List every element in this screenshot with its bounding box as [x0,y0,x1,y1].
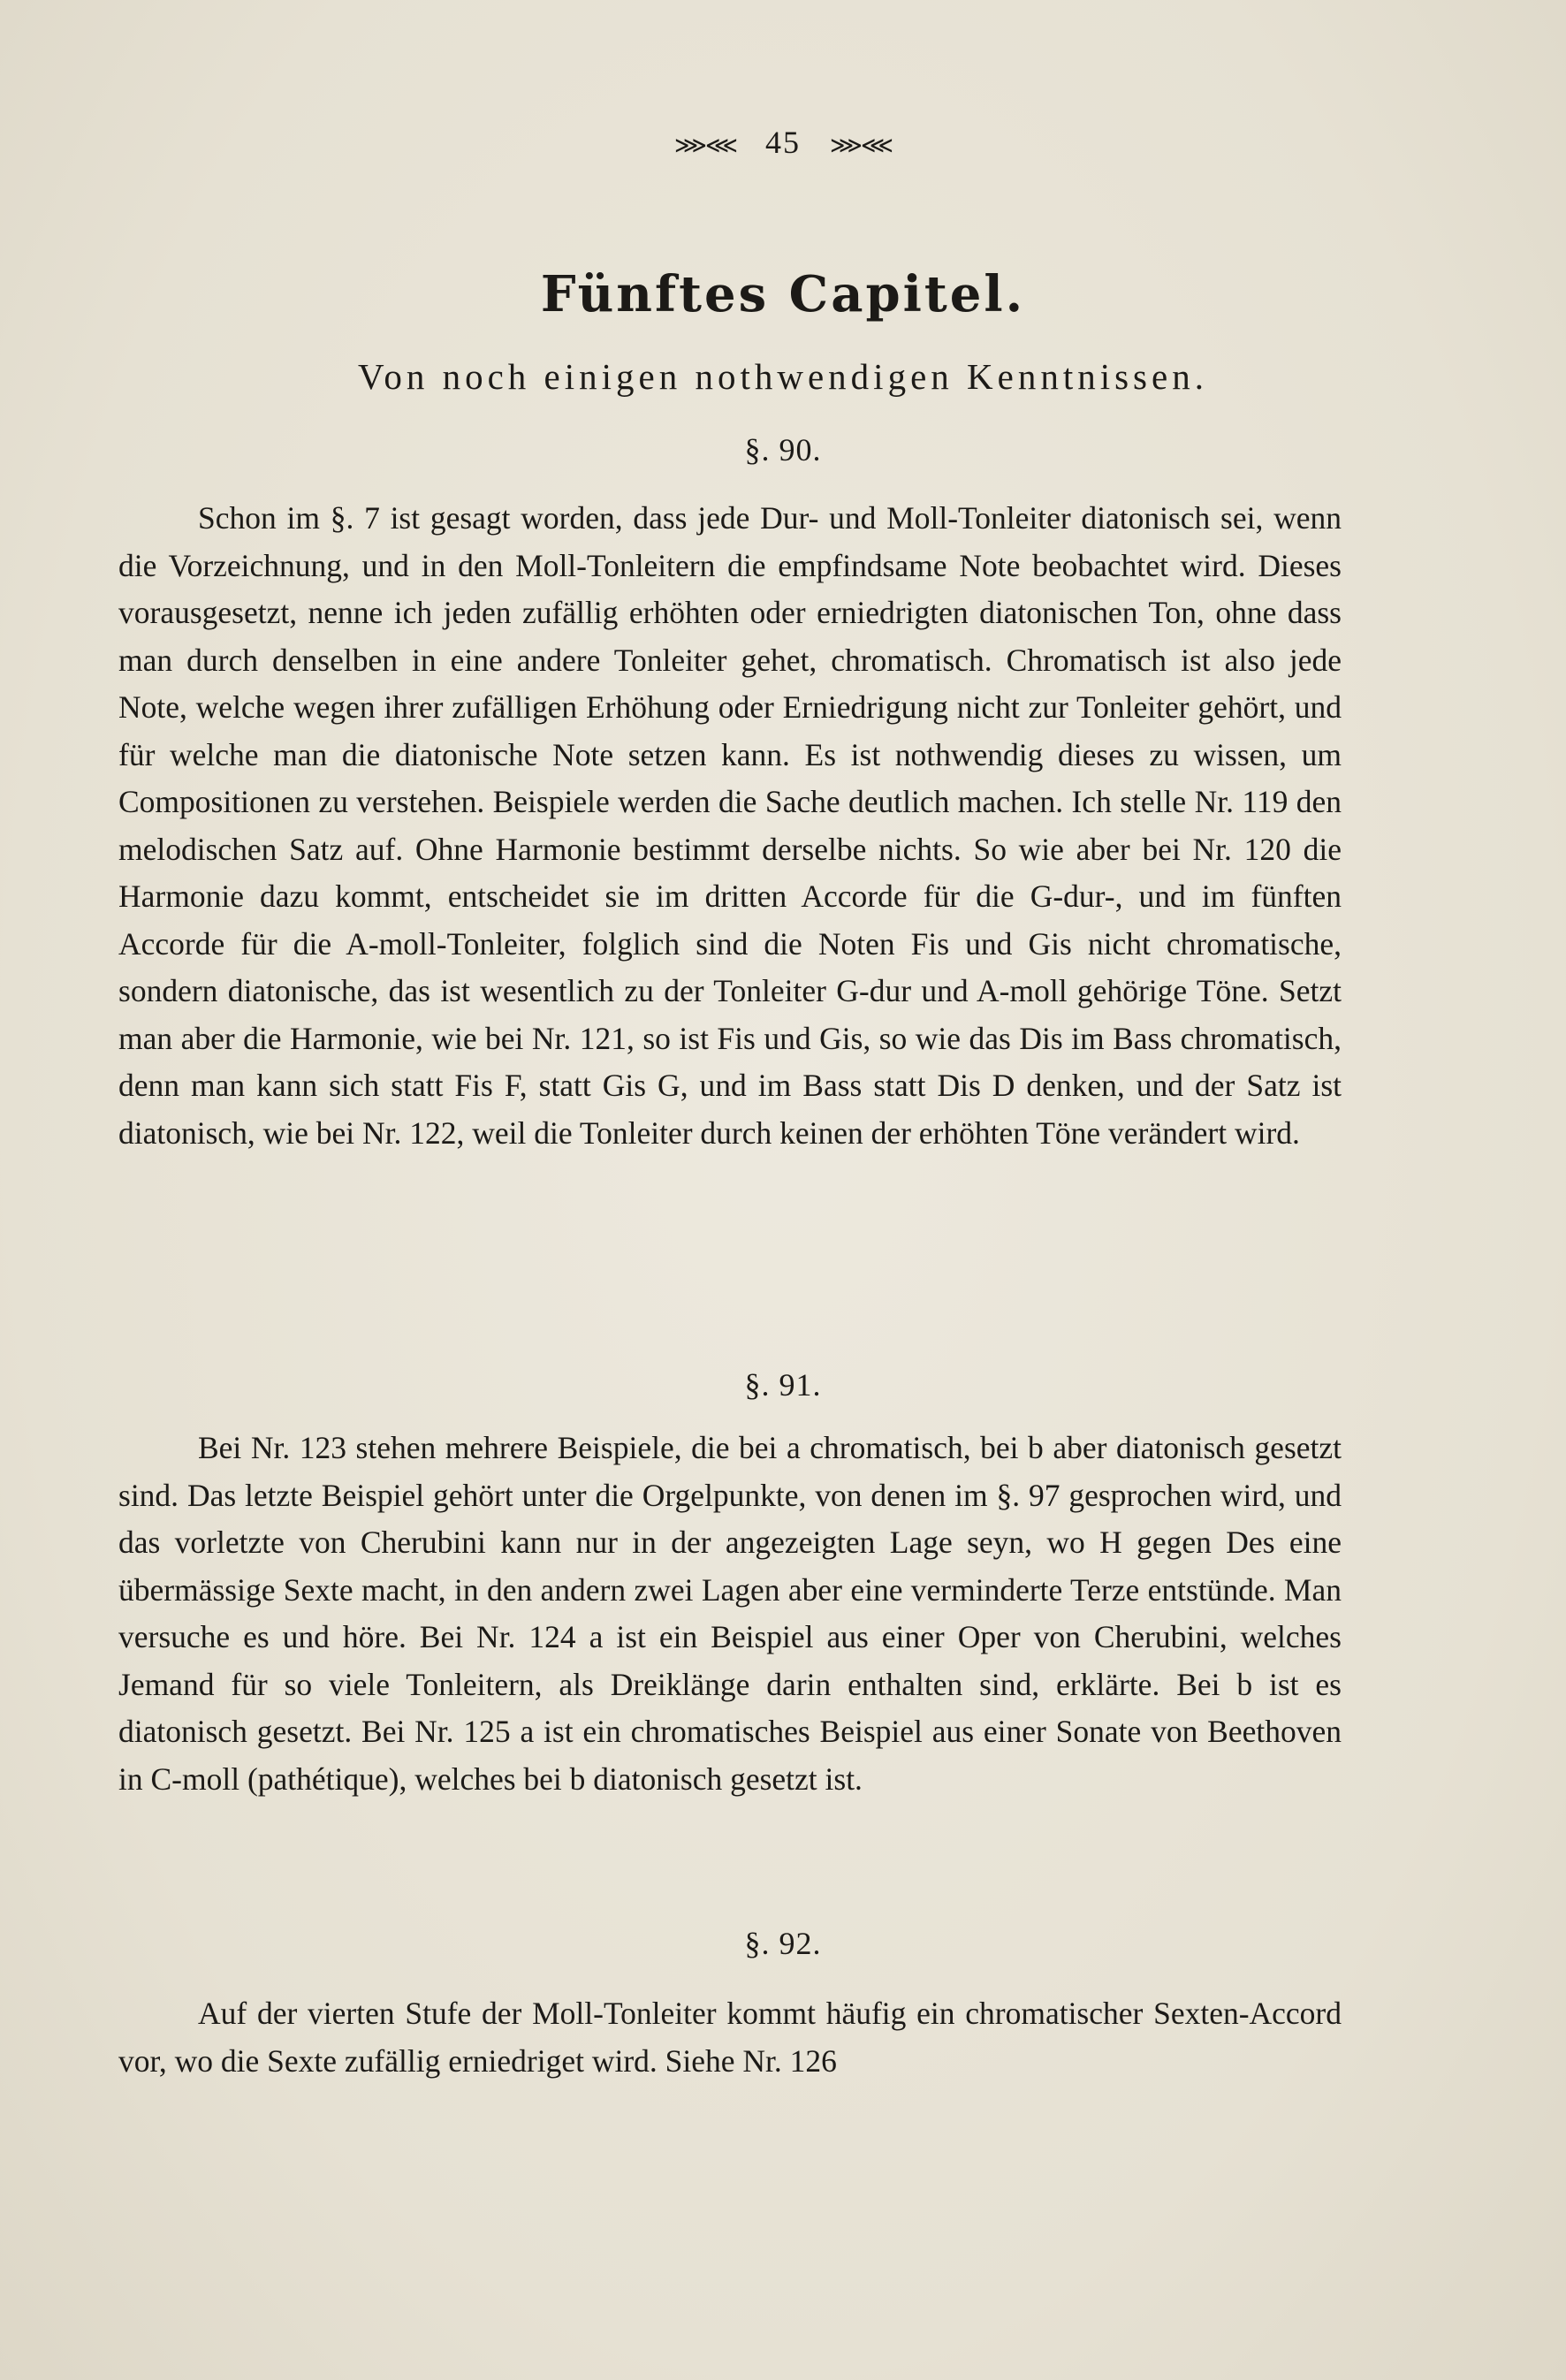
section-text-92: Auf der vierten Stufe der Moll-Tonleiter kommt häufig ein chromatischer Sexten-Accord vor, wo die Sexte zufällig erniedriget wird. Siehe Nr. 126 [118,1996,1342,2079]
chapter-title: Fünftes Capitel. [540,265,1026,323]
section-text-90: Schon im §. 7 ist gesagt worden, dass jede Dur- und Moll-Tonleiter diatonisch sei, wenn die Vorzeichnung, und in den Moll-Tonleitern die empfindsame Note beobachtet wird. Dieses vorausgesetzt, nenne ich jeden zufällig erhöhten oder erniedrigten diatonischen Ton, ohne dass man durch denselben in eine andere Tonleiter gehet, chromatisch. Chromatisch ist also jede Note, welche wegen ihrer zufälligen Erhöhung oder Erniedrigung nicht zur Tonleiter gehört, und für welche man die diatonische Note setzen kann. Es ist nothwendig dieses zu wissen, um Compositionen zu verstehen. Beispiele werden die Sache deutlich machen. Ich stelle Nr. 119 den melodischen Satz auf. Ohne Harmonie bestimmt derselbe nichts. So wie aber bei Nr. 120 die Harmonie dazu kommt, entscheidet sie im dritten Accorde für die G-dur-, und im fünften Accorde für die A-moll-Tonleiter, folglich sind die Noten Fis und Gis nicht chromatische, sondern diatonische, das ist wesentlich zu der Tonleiter G-dur und A-moll gehörige Töne. Setzt man aber die Harmonie, wie bei Nr. 121, so ist Fis und Gis, so wie das Dis im Bass chromatisch, denn man kann sich statt Fis F, statt Gis G, und im Bass statt Dis D denken, und der Satz ist diatonisch, wie bei Nr. 122, weil die Tonleiter durch keinen der erhöhten Töne verändert wird. [118,500,1342,1151]
section-heading-92: §. 92. [744,1926,822,1961]
section-text-91: Bei Nr. 123 stehen mehrere Beispiele, die bei a chromatisch, bei b aber diatonisch gesetzt sind. Das letzte Beispiel gehört unter die Orgelpunkte, von denen im §. 97 gesprochen wird, und das vorletzte von Cherubini kann nur in der angezeigten Lage seyn, wo H gegen Des eine übermässige Sexte macht, in den andern zwei Lagen aber eine verminderte Terze entstünde. Man versuche es und höre. Bei Nr. 124 a ist ein Beispiel aus einer Oper von Cherubini, welches Jemand für so viele Tonleitern, als Dreiklänge darin enthalten sind, erklärte. Bei b ist es diatonisch gesetzt. Bei Nr. 125 a ist ein chromatisches Beispiel aus einer Sonate von Beethoven in C-moll (pathétique), welches bei b diatonisch gesetzt ist. [118,1430,1342,1797]
section-heading-91: §. 91. [744,1367,822,1403]
ornament-left-icon: ⋙⋘ [674,132,736,158]
page-header [0,124,1566,161]
page-number: 45 [765,125,801,160]
chapter-subtitle: Von noch einigen nothwendigen Kenntnissen. [358,356,1208,397]
section-heading-90: §. 90. [744,432,822,468]
ornament-right-icon: ⋙⋘ [830,132,892,158]
